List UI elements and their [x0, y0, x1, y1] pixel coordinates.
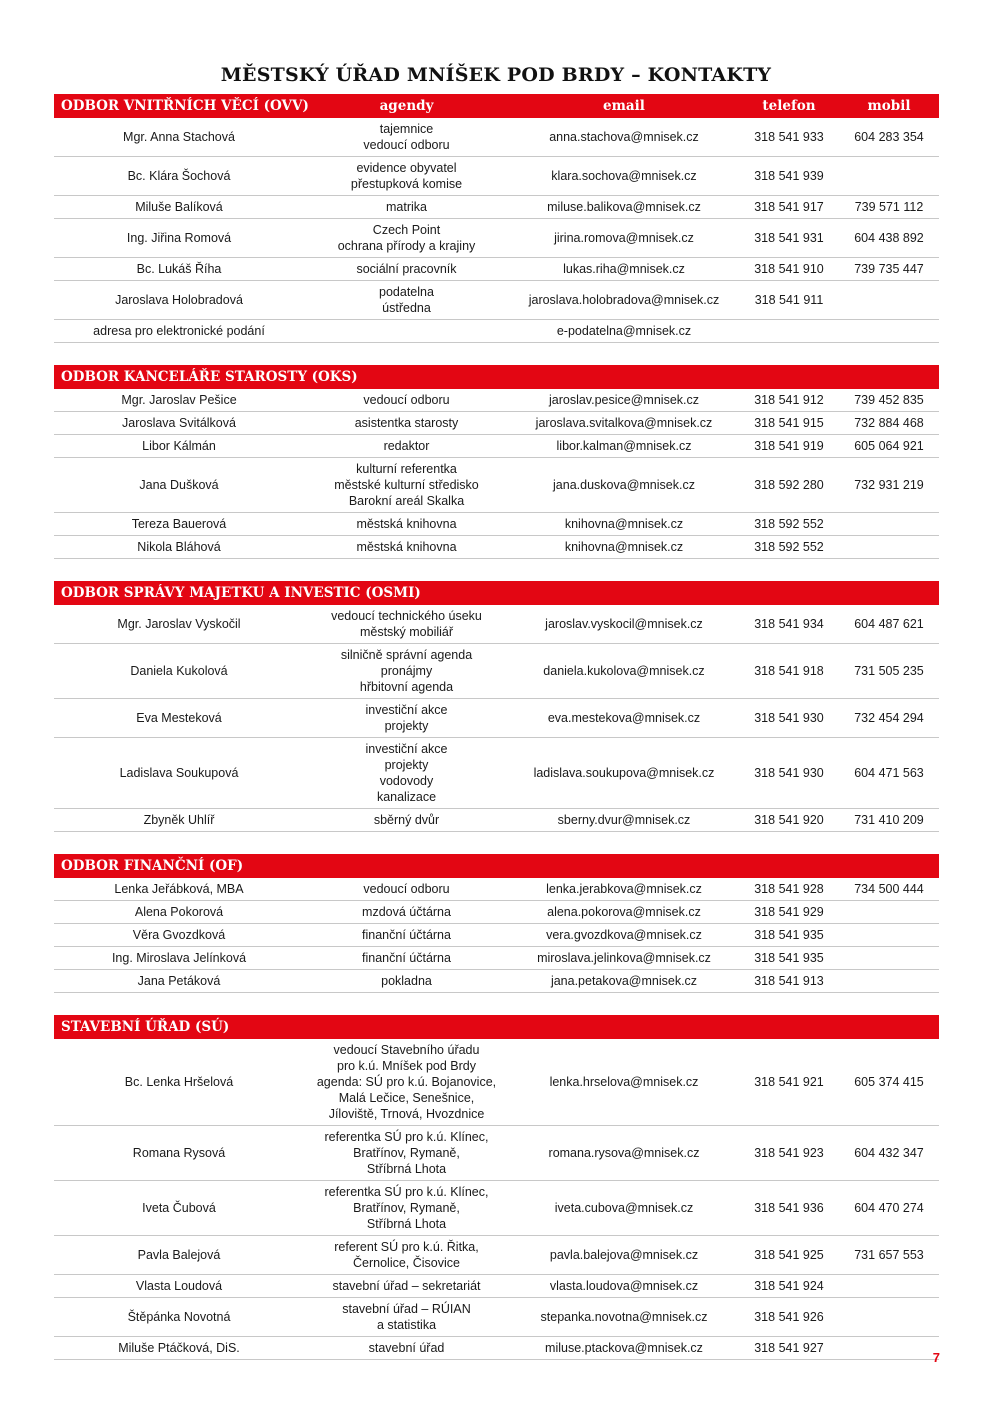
contact-agenda: referentka SÚ pro k.ú. Klínec, Bratřínov, Rymaně, Stříbrná Lhota — [324, 1130, 489, 1176]
contact-mobile: 604 470 274 — [854, 1201, 924, 1215]
contact-name: Libor Kálmán — [142, 439, 216, 453]
table-row — [54, 1236, 939, 1275]
table-row — [54, 1039, 939, 1126]
contact-email[interactable]: jaroslav.vyskocil@mnisek.cz — [545, 617, 703, 631]
contact-phone: 318 541 926 — [754, 1310, 824, 1324]
contact-phone: 318 541 912 — [754, 393, 824, 407]
contact-email[interactable]: miroslava.jelinkova@mnisek.cz — [537, 951, 711, 965]
section-title: ODBOR VNITŘNÍCH VĚCÍ (OVV) — [61, 98, 309, 114]
table-row — [54, 157, 939, 196]
contact-agenda: sociální pracovník — [356, 262, 457, 276]
page-number: 7 — [932, 1350, 940, 1365]
contact-mobile: 731 410 209 — [854, 813, 924, 827]
contact-name: Iveta Čubová — [142, 1201, 216, 1215]
contact-mobile: 605 064 921 — [854, 439, 924, 453]
contact-agenda: evidence obyvatel přestupková komise — [350, 161, 463, 191]
contact-name: Pavla Balejová — [137, 1248, 221, 1262]
contact-email[interactable]: lukas.riha@mnisek.cz — [563, 262, 685, 276]
contact-agenda: vedoucí odboru — [363, 393, 450, 407]
contact-name: Alena Pokorová — [134, 905, 224, 919]
table-row — [54, 513, 939, 536]
contact-mobile: 734 500 444 — [854, 882, 924, 896]
contact-mobile: 739 452 835 — [854, 393, 924, 407]
contact-name: Bc. Klára Šochová — [127, 169, 231, 183]
table-row — [54, 118, 939, 157]
contact-mobile: 731 505 235 — [854, 664, 924, 678]
contact-phone: 318 541 930 — [754, 711, 824, 725]
section-title: ODBOR KANCELÁŘE STAROSTY (OKS) — [61, 369, 358, 385]
contact-email[interactable]: lenka.jerabkova@mnisek.cz — [546, 882, 702, 896]
contact-phone: 318 541 925 — [754, 1248, 824, 1262]
contact-agenda: stavební úřad – RÚIAN a statistika — [342, 1302, 471, 1332]
contact-name: Bc. Lukáš Říha — [136, 262, 222, 276]
contact-name: Jaroslava Svitálková — [122, 416, 236, 430]
contact-mobile: 739 571 112 — [854, 200, 924, 214]
contact-agenda: stavební úřad — [368, 1341, 445, 1355]
contact-phone: 318 541 936 — [754, 1201, 824, 1215]
contact-mobile: 732 931 219 — [854, 478, 924, 492]
table-row — [54, 605, 939, 644]
contact-email[interactable]: alena.pokorova@mnisek.cz — [547, 905, 701, 919]
contact-email[interactable]: anna.stachova@mnisek.cz — [549, 130, 699, 144]
contact-name: Lenka Jeřábková, MBA — [114, 882, 244, 896]
contact-phone: 318 541 923 — [754, 1146, 824, 1160]
contact-mobile: 731 657 553 — [854, 1248, 924, 1262]
section-title: ODBOR SPRÁVY MAJETKU A INVESTIC (OSMI) — [61, 585, 421, 601]
contact-name: Miluše Balíková — [135, 200, 223, 214]
table-row — [54, 536, 939, 559]
contact-agenda: vedoucí Stavebního úřadu pro k.ú. Mníšek pod Brdy agenda: SÚ pro k.ú. Bojanovice, Malá Lečice, Senešnice, Jíloviště, Trnová, Hvozdnice — [316, 1043, 497, 1121]
table-row — [54, 435, 939, 458]
table-row — [54, 738, 939, 809]
contact-email[interactable]: jirina.romova@mnisek.cz — [554, 231, 694, 245]
column-header: telefon — [762, 98, 816, 114]
contact-agenda: matrika — [386, 200, 427, 214]
contact-agenda: asistentka starosty — [354, 416, 459, 430]
contact-phone: 318 541 927 — [754, 1341, 824, 1355]
contact-phone: 318 541 915 — [754, 416, 824, 430]
table-row — [54, 320, 939, 343]
table-row — [54, 901, 939, 924]
contact-phone: 318 541 935 — [754, 928, 824, 942]
contact-email[interactable]: knihovna@mnisek.cz — [564, 540, 684, 554]
table-row — [54, 458, 939, 513]
table-row — [54, 970, 939, 993]
contact-email[interactable]: jaroslav.pesice@mnisek.cz — [548, 393, 699, 407]
section-header — [54, 854, 939, 878]
contact-name: Eva Mesteková — [136, 711, 222, 725]
contact-phone: 318 541 939 — [754, 169, 824, 183]
contact-email[interactable]: sberny.dvur@mnisek.cz — [557, 813, 691, 827]
contact-email[interactable]: jaroslava.holobradova@mnisek.cz — [528, 293, 720, 307]
contact-phone: 318 541 921 — [754, 1075, 824, 1089]
contact-email[interactable]: pavla.balejova@mnisek.cz — [549, 1248, 699, 1262]
contact-name: Daniela Kukolová — [130, 664, 228, 678]
contact-phone: 318 541 910 — [754, 262, 824, 276]
contact-phone: 318 592 280 — [754, 478, 824, 492]
contact-name: Štěpánka Novotná — [127, 1310, 231, 1324]
contact-name: Věra Gvozdková — [132, 928, 226, 942]
contact-mobile: 732 454 294 — [854, 711, 924, 725]
contact-email[interactable]: klara.sochova@mnisek.cz — [551, 169, 697, 183]
table-row — [54, 699, 939, 738]
contact-name: Zbyněk Uhlíř — [143, 813, 215, 827]
contact-email[interactable]: miluse.ptackova@mnisek.cz — [545, 1341, 703, 1355]
contact-mobile: 604 283 354 — [854, 130, 924, 144]
contacts-table — [54, 94, 939, 1360]
table-row — [54, 196, 939, 219]
contact-agenda: mzdová účtárna — [362, 905, 451, 919]
table-row — [54, 1298, 939, 1337]
contact-agenda: vedoucí odboru — [363, 882, 450, 896]
contact-phone: 318 541 935 — [754, 951, 824, 965]
contact-agenda: Czech Point ochrana přírody a krajiny — [337, 223, 476, 253]
contact-name: Vlasta Loudová — [135, 1279, 223, 1293]
contact-email[interactable]: e-podatelna@mnisek.cz — [556, 324, 692, 338]
contact-agenda: tajemnice vedoucí odboru — [363, 122, 450, 152]
column-header: email — [603, 98, 645, 114]
contact-agenda: podatelna ústředna — [379, 285, 434, 315]
contact-agenda: investiční akce projekty — [365, 703, 448, 733]
contact-name: Ing. Miroslava Jelínková — [111, 951, 247, 965]
contact-agenda: kulturní referentka městské kulturní středisko Barokní areál Skalka — [334, 462, 479, 508]
contact-name: Jana Dušková — [139, 478, 219, 492]
table-row — [54, 281, 939, 320]
section-header — [54, 94, 939, 118]
contact-agenda: referent SÚ pro k.ú. Řitka, Černolice, Čisovice — [334, 1240, 479, 1270]
table-row — [54, 809, 939, 832]
contact-phone: 318 541 911 — [754, 293, 824, 307]
contact-name: Mgr. Anna Stachová — [123, 130, 235, 144]
contact-name: adresa pro elektronické podání — [93, 324, 265, 338]
contact-phone: 318 541 920 — [754, 813, 824, 827]
contact-phone: 318 541 924 — [754, 1279, 824, 1293]
contact-email[interactable]: libor.kalman@mnisek.cz — [556, 439, 692, 453]
table-row — [54, 924, 939, 947]
contact-name: Miluše Ptáčková, DiS. — [118, 1341, 240, 1355]
contact-name: Bc. Lenka Hršelová — [124, 1075, 234, 1089]
contact-mobile: 604 438 892 — [854, 231, 924, 245]
section-header — [54, 1015, 939, 1039]
contact-agenda: finanční účtárna — [362, 928, 451, 942]
table-row — [54, 644, 939, 699]
contact-phone: 318 541 933 — [754, 130, 824, 144]
table-row — [54, 1126, 939, 1181]
contact-mobile: 604 487 621 — [854, 617, 924, 631]
table-row — [54, 1275, 939, 1298]
contact-agenda: městská knihovna — [356, 540, 457, 554]
contact-mobile: 604 432 347 — [854, 1146, 924, 1160]
contact-mobile: 605 374 415 — [854, 1075, 924, 1089]
table-row — [54, 947, 939, 970]
contact-email[interactable]: jaroslava.svitalkova@mnisek.cz — [535, 416, 713, 430]
contact-name: Ing. Jiřina Romová — [126, 231, 232, 245]
contact-phone: 318 592 552 — [754, 517, 824, 531]
contact-phone: 318 592 552 — [754, 540, 824, 554]
contact-agenda: pokladna — [381, 974, 432, 988]
contact-name: Mgr. Jaroslav Vyskočil — [117, 617, 241, 631]
table-row — [54, 412, 939, 435]
contact-phone: 318 541 931 — [754, 231, 824, 245]
contact-email[interactable]: romana.rysova@mnisek.cz — [548, 1146, 700, 1160]
column-header: mobil — [867, 98, 911, 114]
contact-email[interactable]: knihovna@mnisek.cz — [564, 517, 684, 531]
contact-phone: 318 541 919 — [754, 439, 824, 453]
contact-phone: 318 541 917 — [754, 200, 824, 214]
contact-name: Romana Rysová — [132, 1146, 226, 1160]
contact-phone: 318 541 930 — [754, 766, 824, 780]
contact-agenda: vedoucí technického úseku městský mobiliář — [331, 609, 482, 639]
section-header — [54, 365, 939, 389]
contact-email[interactable]: daniela.kukolova@mnisek.cz — [543, 664, 705, 678]
contact-email[interactable]: vlasta.loudova@mnisek.cz — [549, 1279, 699, 1293]
column-header: agendy — [379, 98, 434, 114]
section-title: STAVEBNÍ ÚŘAD (SÚ) — [61, 1019, 230, 1035]
contact-phone: 318 541 929 — [754, 905, 824, 919]
section-header — [54, 581, 939, 605]
contact-email[interactable]: jana.duskova@mnisek.cz — [553, 478, 695, 492]
contact-email[interactable]: vera.gvozdkova@mnisek.cz — [546, 928, 702, 942]
contact-email[interactable]: ladislava.soukupova@mnisek.cz — [533, 766, 715, 780]
contact-mobile: 604 471 563 — [854, 766, 924, 780]
table-row — [54, 219, 939, 258]
contact-email[interactable]: eva.mestekova@mnisek.cz — [547, 711, 701, 725]
contact-agenda: investiční akce projekty vodovody kanalizace — [365, 742, 448, 804]
contact-agenda: finanční účtárna — [362, 951, 451, 965]
section-title: ODBOR FINANČNÍ (OF) — [61, 858, 244, 874]
table-row — [54, 1337, 939, 1360]
contact-agenda: referentka SÚ pro k.ú. Klínec, Bratřínov, Rymaně, Stříbrná Lhota — [324, 1185, 489, 1231]
page-title: MĚSTSKÝ ÚŘAD MNÍŠEK POD BRDY – KONTAKTY — [220, 64, 772, 86]
contact-agenda: stavební úřad – sekretariát — [332, 1279, 481, 1293]
contact-agenda: silničně správní agenda pronájmy hřbitovní agenda — [340, 648, 473, 694]
contact-name: Jana Petáková — [137, 974, 221, 988]
contact-name: Nikola Bláhová — [137, 540, 221, 554]
table-row — [54, 258, 939, 281]
contact-agenda: redaktor — [383, 439, 430, 453]
contact-name: Tereza Bauerová — [131, 517, 227, 531]
contact-phone: 318 541 928 — [754, 882, 824, 896]
contact-name: Mgr. Jaroslav Pešice — [121, 393, 237, 407]
contact-email[interactable]: iveta.cubova@mnisek.cz — [554, 1201, 694, 1215]
contact-email[interactable]: stepanka.novotna@mnisek.cz — [540, 1310, 708, 1324]
contact-name: Ladislava Soukupová — [119, 766, 239, 780]
contact-phone: 318 541 913 — [754, 974, 824, 988]
contact-mobile: 739 735 447 — [854, 262, 924, 276]
contact-name: Jaroslava Holobradová — [115, 293, 243, 307]
table-row — [54, 389, 939, 412]
contact-email[interactable]: miluse.balikova@mnisek.cz — [547, 200, 701, 214]
contact-phone: 318 541 934 — [754, 617, 824, 631]
contact-phone: 318 541 918 — [754, 664, 824, 678]
table-row — [54, 878, 939, 901]
contact-mobile: 732 884 468 — [854, 416, 924, 430]
contact-agenda: městská knihovna — [356, 517, 457, 531]
contact-email[interactable]: jana.petakova@mnisek.cz — [550, 974, 698, 988]
contact-agenda: sběrný dvůr — [373, 813, 440, 827]
table-row — [54, 1181, 939, 1236]
contact-email[interactable]: lenka.hrselova@mnisek.cz — [549, 1075, 699, 1089]
